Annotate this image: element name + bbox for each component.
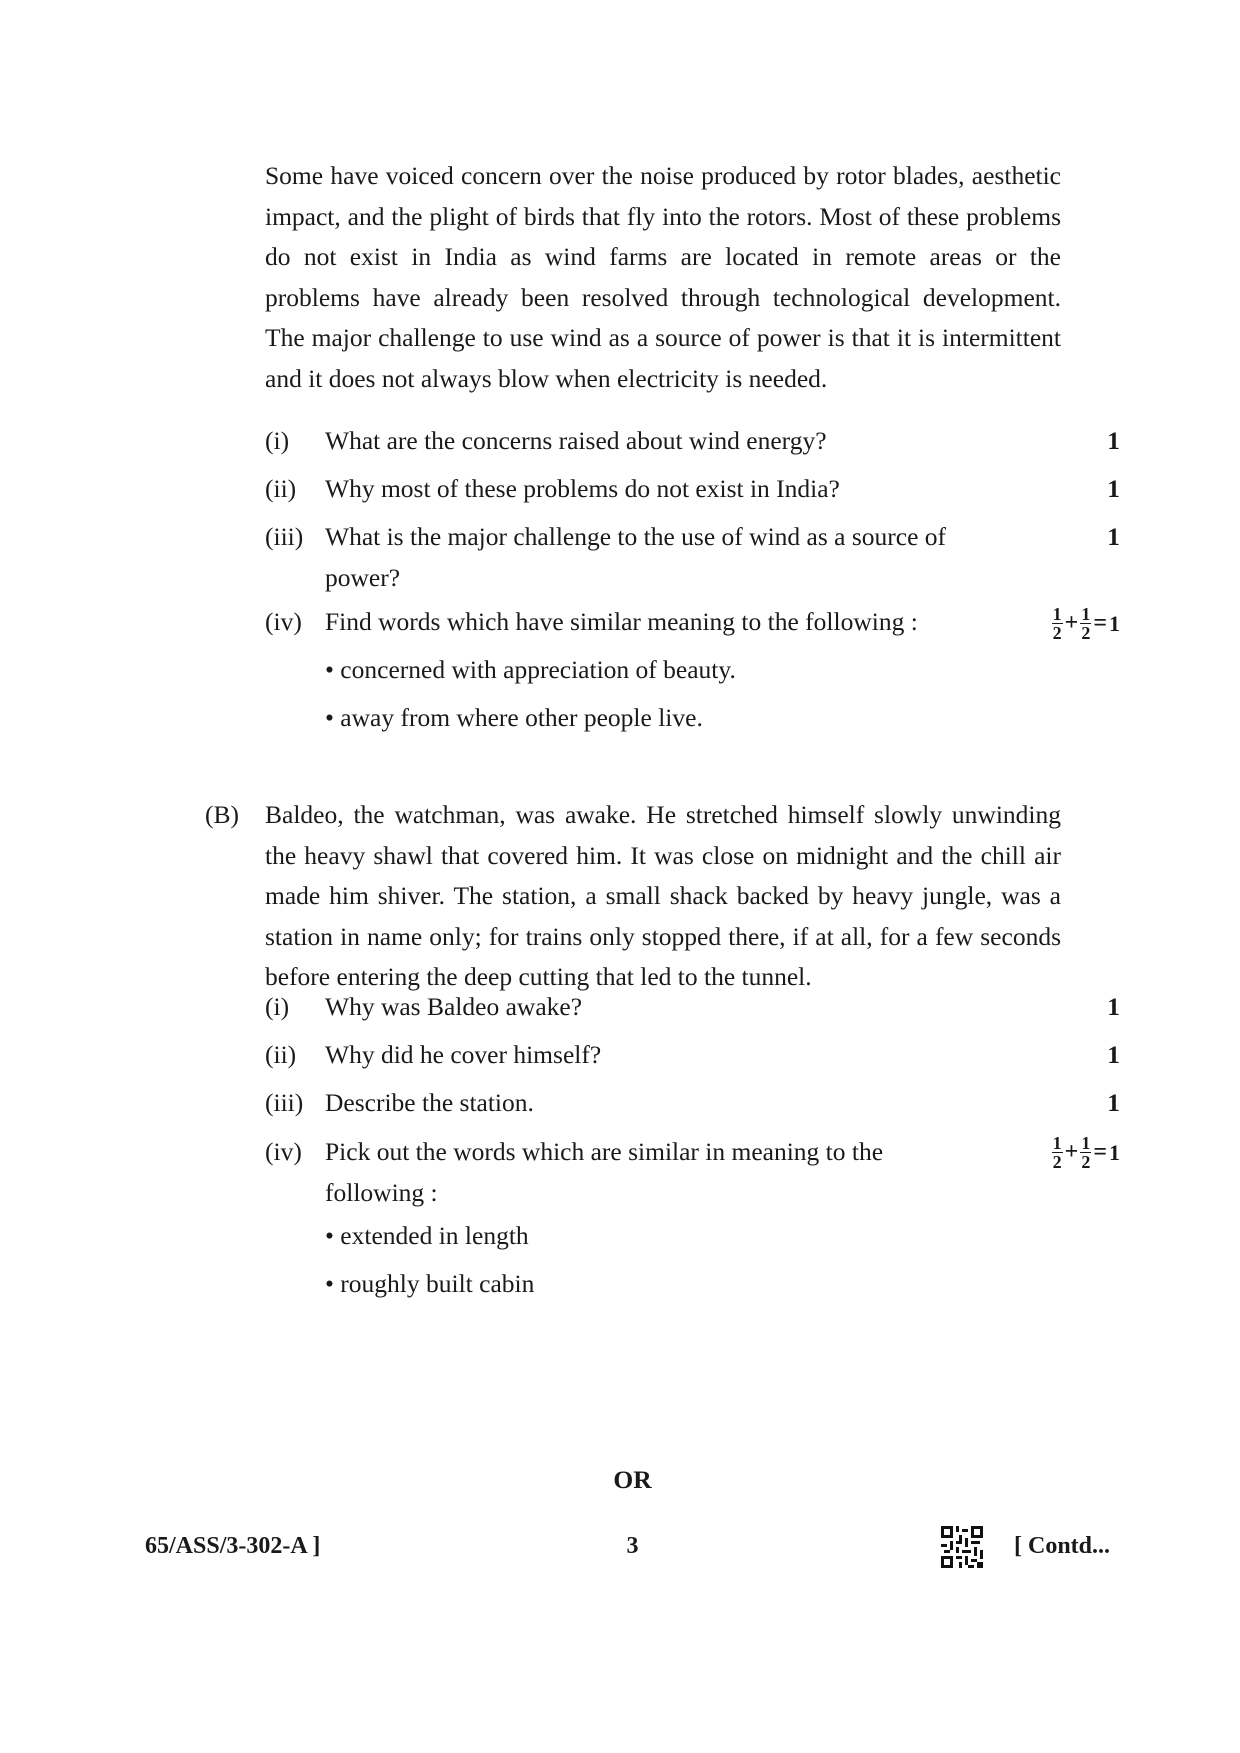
question-a-i-mark: 1 [1107, 426, 1120, 455]
question-b-ii-mark: 1 [1107, 1040, 1120, 1069]
question-b-iii-mark: 1 [1107, 1088, 1120, 1117]
question-a-ii-text: Why most of these problems do not exist in India? [325, 474, 840, 503]
question-a-ii-mark: 1 [1107, 474, 1120, 503]
bullet-b-2: • roughly built cabin [325, 1269, 535, 1298]
half-fraction: $\frac{1}{2}$ [1052, 1133, 1062, 1172]
passage-b-text: Baldeo, the watchman, was awake. He stretched himself slowly unwinding the heavy shawl that covered him. It was close on midnight and the chill air made him shiver. The station, a small shack backed by heavy jungle, was a station in name only; for trains only stopped there, if at all, for a few seconds before entering the deep cutting that led to the tunnel. [265, 800, 1061, 992]
question-b-i-text: Why was Baldeo awake? [325, 992, 583, 1021]
question-a-iii-mark: 1 [1107, 522, 1120, 551]
or-separator: OR [613, 1465, 652, 1494]
footer-contd: [ Contd... [1014, 1533, 1111, 1559]
bullet-a-1: • concerned with appreciation of beauty. [325, 655, 736, 684]
question-a-iv-fraction-mark: $\frac{1}{2}$ + $\frac{1}{2}$ = 1 [1052, 604, 1120, 643]
question-b-ii-number: (ii) [265, 1040, 297, 1069]
qr-code-icon [941, 1526, 983, 1568]
footer-paper-code: 65/ASS/3-302-A ] [145, 1533, 321, 1559]
question-a-ii-number: (ii) [265, 474, 297, 503]
question-a-i-number: (i) [265, 426, 290, 455]
half-fraction: $\frac{1}{2}$ [1052, 604, 1062, 643]
question-b-iii-number: (iii) [265, 1088, 304, 1117]
question-b-ii-text: Why did he cover himself? [325, 1040, 602, 1069]
question-a-i-text: What are the concerns raised about wind energy? [325, 426, 827, 455]
question-b-iv-number: (iv) [265, 1137, 302, 1166]
question-b-i-number: (i) [265, 992, 290, 1021]
question-a-iii-text: What is the major challenge to the use of wind as a source of power? [325, 522, 947, 592]
question-b-iv-fraction-mark: $\frac{1}{2}$ + $\frac{1}{2}$ = 1 [1052, 1133, 1120, 1172]
question-b-iv-text: Pick out the words which are similar in meaning to the following : [325, 1137, 884, 1207]
passage-a-text: Some have voiced concern over the noise produced by rotor blades, aesthetic impact, and the plight of birds that fly into the rotors. Most of these problems do not exist in India as wind farms are located in remote areas or the problems have already been resolved through technological development. The major challenge to use wind as a source of power is that it is intermittent and it does not always blow when electricity is needed. [265, 161, 1061, 393]
passage-b-label: (B) [205, 800, 239, 829]
bullet-b-1: • extended in length [325, 1221, 529, 1250]
half-fraction: $\frac{1}{2}$ [1081, 1133, 1091, 1172]
half-fraction: $\frac{1}{2}$ [1081, 604, 1091, 643]
question-a-iii-number: (iii) [265, 522, 304, 551]
question-b-iii-text: Describe the station. [325, 1088, 534, 1117]
question-b-i-mark: 1 [1107, 992, 1120, 1021]
footer-page-number: 3 [626, 1533, 639, 1559]
bullet-a-2: • away from where other people live. [325, 703, 703, 732]
question-a-iv-text: Find words which have similar meaning to the following : [325, 607, 918, 636]
question-a-iv-number: (iv) [265, 607, 302, 636]
